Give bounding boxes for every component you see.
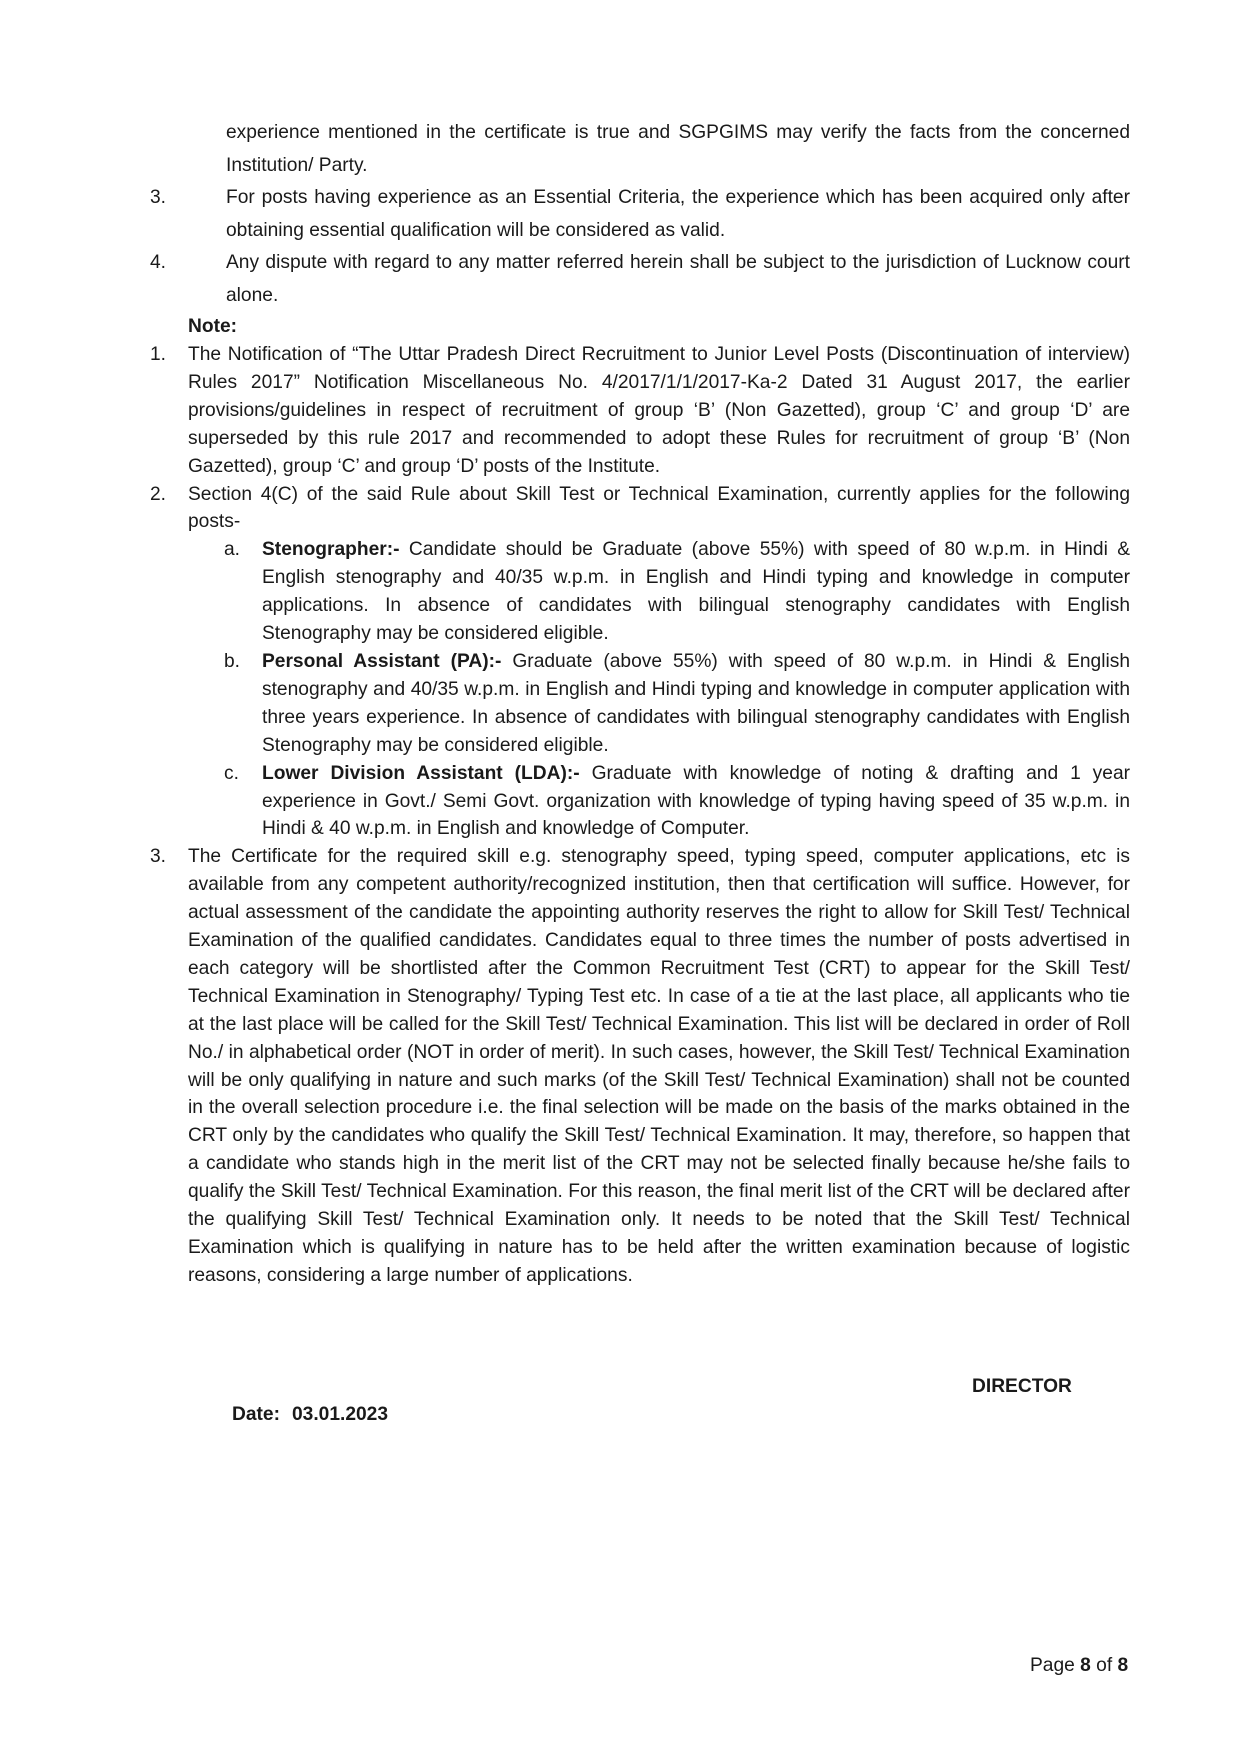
- current-page: 8: [1080, 1655, 1091, 1676]
- note-item-1: [150, 341, 1130, 481]
- post-description: [262, 536, 1130, 648]
- note-number: 3.: [150, 846, 167, 868]
- note-list: [150, 341, 1130, 1290]
- of-label: of: [1090, 1655, 1118, 1676]
- item-text: For posts having experience as an Essential Criteria, the experience which has been acquired only after obtaining essential qualification will be considered as valid.: [226, 187, 1130, 241]
- total-pages: 8: [1117, 1655, 1129, 1676]
- post-title: Personal Assistant (PA):-: [262, 650, 502, 672]
- post-item-stenographer: [188, 536, 1130, 648]
- post-description: [262, 648, 1130, 760]
- date-value: 03.01.2023: [291, 1404, 389, 1425]
- date-line: [232, 1404, 388, 1426]
- note-item-3: [150, 843, 1130, 1290]
- page-prefix: Page: [1030, 1655, 1081, 1676]
- item-text: Any dispute with regard to any matter referred herein shall be subject to the jurisdiction of Lucknow court alone.: [226, 252, 1130, 306]
- note-text: Section 4(C) of the said Rule about Skill Test or Technical Examination, currently applies for the following posts-: [188, 483, 1130, 533]
- note-item-2: [150, 481, 1130, 537]
- post-title: Stenographer:-: [262, 539, 400, 561]
- continuation-paragraph: experience mentioned in the certificate is true and SGPGIMS may verify the facts from the concerned Institution/ Party.: [226, 122, 1130, 176]
- note-number: 2.: [150, 483, 167, 505]
- conditions-list-continued: [150, 117, 1130, 313]
- post-item-personal-assistant: [188, 648, 1130, 760]
- condition-item-3: [150, 182, 1130, 247]
- post-requirements: Graduate with knowledge of noting & drafting and 1 year experience in Govt./ Semi Govt. organization with knowledge of typing having speed of 35 w.p.m. in Hindi & 40 w.p.m. in English and knowledge of Computer.: [262, 762, 1131, 840]
- note-heading: Note:: [188, 316, 238, 337]
- post-requirements-list: [188, 536, 1130, 843]
- post-requirements: Candidate should be Graduate (above 55%) with speed of 80 w.p.m. in Hindi & English stenography and 40/35 w.p.m. in English and Hindi typing and knowledge in computer applications. In absence of candidates with bilingual stenography candidates with English Stenography may be considered eligible.: [262, 539, 1130, 645]
- post-letter: b.: [224, 650, 241, 672]
- post-item-lda: [188, 760, 1130, 844]
- signatory-title: DIRECTOR: [972, 1376, 1072, 1397]
- date-label: Date:: [232, 1404, 280, 1425]
- post-description: [262, 760, 1130, 844]
- note-number: 1.: [150, 344, 167, 365]
- item-number: 3.: [150, 187, 167, 209]
- item-number: 4.: [150, 252, 167, 274]
- post-requirements: Graduate (above 55%) with speed of 80 w.p.m. in Hindi & English stenography and 40/35 w.p.m. in English and Hindi typing and knowledge in computer application with three years experience. In absence of candidates with bilingual stenography candidates with English Stenography may be considered eligible.: [262, 650, 1130, 756]
- note-text: The Certificate for the required skill e.g. stenography speed, typing speed, computer applications, etc is available from any competent authority/recognized institution, then that certification will suffice. However, for actual assessment of the candidate the appointing authority reserves the right to allow for Skill Test/ Technical Examination of the qualified candidates. Candidates equal to three times the number of posts advertised in each category will be shortlisted after the Common Recruitment Test (CRT) to appear for the Skill Test/ Technical Examination in Stenography/ Typing Test etc. In case of a tie at the last place, all applicants who tie at the last place will be called for the Skill Test/ Technical Examination. This list will be declared in order of Roll No./ in alphabetical order (NOT in order of merit). In such cases, however, the Skill Test/ Technical Examination will be only qualifying in nature and such marks (of the Skill Test/ Technical Examination) shall not be counted in the overall selection procedure i.e. the final selection will be made on the basis of the marks obtained in the CRT only by the candidates who qualify the Skill Test/ Technical Examination. It may, therefore, so happen that a candidate who stands high in the merit list of the CRT may not be selected finally because he/she fails to qualify the Skill Test/ Technical Examination. For this reason, the final merit list of the CRT will be declared after the qualifying Skill Test/ Technical Examination only. It needs to be noted that the Skill Test/ Technical Examination which is qualifying in nature has to be held after the written examination because of logistic reasons, considering a large number of applications.: [188, 846, 1130, 1286]
- page-number: [1030, 1655, 1128, 1677]
- note-text: The Notification of “The Uttar Pradesh Direct Recruitment to Junior Level Posts (Discontinuation of interview) Rules 2017” Notification Miscellaneous No. 4/2017/1/1/2017-Ka-2 Dated 31 August 2017, the earlier provisions/guidelines in respect of recruitment of group ‘B’ (Non Gazetted), group ‘C’ and group ‘D’ are superseded by this rule 2017 and recommended to adopt these Rules for recruitment of group ‘B’ (Non Gazetted), group ‘C’ and group ‘D’ posts of the Institute.: [188, 344, 1130, 477]
- post-letter: c.: [224, 762, 239, 784]
- post-letter: a.: [224, 539, 241, 561]
- condition-item-4: [150, 247, 1130, 312]
- post-title: Lower Division Assistant (LDA):-: [262, 762, 580, 784]
